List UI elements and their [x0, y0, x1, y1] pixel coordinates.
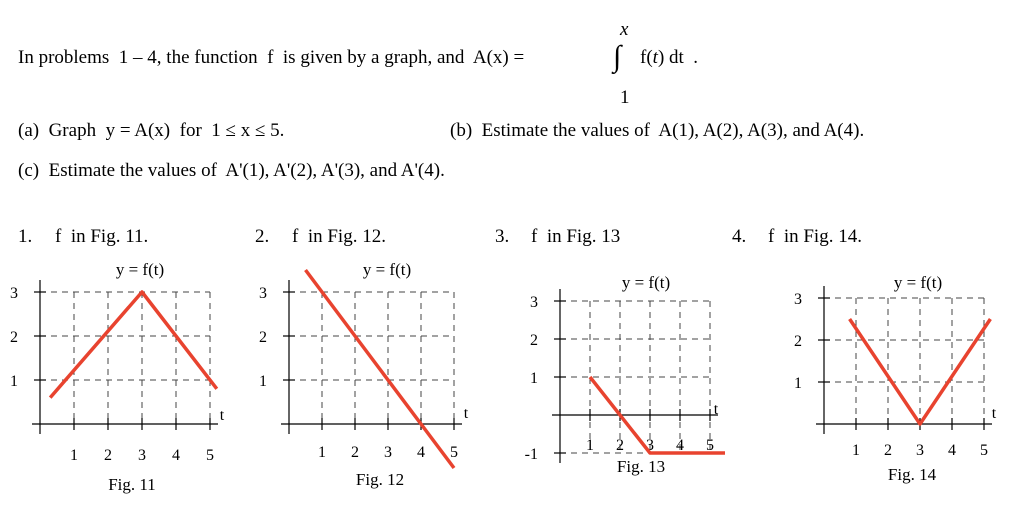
figure-13 [525, 273, 725, 476]
function-line [50, 292, 217, 398]
figure-12 [259, 260, 469, 489]
problem-1-number: 1. [18, 226, 33, 247]
part-c: (c) Estimate the values of A'(1), A'(2), A'(3), and A'(4). [18, 160, 445, 181]
x-tick-label: 4 [948, 442, 956, 459]
figure-caption: Fig. 13 [616, 457, 666, 476]
problem-1-text: f in Fig. 11. [55, 226, 149, 247]
x-tick-label: 2 [104, 447, 112, 464]
graph-title: y = f(t) [362, 260, 412, 279]
problem-4-number: 4. [732, 226, 747, 247]
y-tick-label: 2 [530, 332, 538, 349]
x-tick-label: 2 [351, 444, 359, 461]
x-axis-label: t [991, 405, 997, 422]
problem-2-text: f in Fig. 12. [292, 226, 386, 247]
x-tick-label: 3 [138, 447, 146, 464]
function-line [306, 270, 455, 468]
figure-14 [794, 273, 997, 484]
x-tick-label: 5 [980, 442, 988, 459]
part-b: (b) Estimate the values of A(1), A(2), A(3), and A(4). [450, 120, 865, 141]
y-tick-label: 1 [259, 373, 267, 390]
y-tick-label: 2 [10, 329, 18, 346]
graph-title: y = f(t) [621, 273, 671, 292]
y-tick-label: 1 [10, 373, 18, 390]
integrand-variable: t [652, 47, 658, 68]
y-tick-label: 2 [259, 329, 267, 346]
problem-2-number: 2. [255, 226, 270, 247]
x-tick-label: 1 [70, 447, 78, 464]
x-tick-label: 5 [206, 447, 214, 464]
y-tick-label: 3 [794, 291, 802, 308]
part-a: (a) Graph y = A(x) for 1 ≤ x ≤ 5. [18, 120, 285, 141]
y-tick-label: 3 [10, 285, 18, 302]
graph-title: y = f(t) [115, 260, 165, 279]
figure-11 [10, 260, 225, 494]
y-tick-label: 3 [530, 294, 538, 311]
x-tick-label: 1 [318, 444, 326, 461]
x-tick-label: 3 [916, 442, 924, 459]
integrand-f: f( [640, 47, 653, 68]
y-tick-label: 2 [794, 333, 802, 350]
x-tick-label: 4 [417, 444, 425, 461]
integral-lower-limit: 1 [620, 87, 630, 108]
problem-3-text: f in Fig. 13 [531, 226, 621, 247]
y-tick-label: 1 [794, 375, 802, 392]
x-axis-label: t [463, 405, 469, 422]
x-axis-label: t [219, 407, 225, 424]
x-tick-label: 5 [706, 437, 714, 454]
intro-text: In problems 1 – 4, the function f is given by a graph, and A(x) = [18, 47, 525, 68]
problem-4-text: f in Fig. 14. [768, 226, 862, 247]
integral-upper-limit: x [620, 19, 629, 40]
graph-title: y = f(t) [893, 273, 943, 292]
x-axis-label: t [713, 401, 719, 418]
problem-3-number: 3. [495, 226, 510, 247]
y-tick-label: -1 [524, 446, 538, 463]
x-tick-label: 2 [884, 442, 892, 459]
y-tick-label: 3 [259, 285, 267, 302]
x-tick-label: 4 [676, 437, 684, 454]
x-tick-label: 2 [616, 437, 624, 454]
figure-caption: Fig. 11 [108, 475, 156, 494]
figure-caption: Fig. 14 [887, 465, 937, 484]
integrand-rest: ) dt . [657, 47, 699, 68]
y-tick-label: 1 [530, 370, 538, 387]
x-tick-label: 1 [852, 442, 860, 459]
figure-caption: Fig. 12 [355, 470, 405, 489]
x-tick-label: 3 [384, 444, 392, 461]
integral-symbol: ∫ [613, 40, 622, 73]
x-tick-label: 5 [450, 444, 458, 461]
x-tick-label: 3 [646, 437, 654, 454]
x-tick-label: 1 [586, 437, 594, 454]
x-tick-label: 4 [172, 447, 180, 464]
